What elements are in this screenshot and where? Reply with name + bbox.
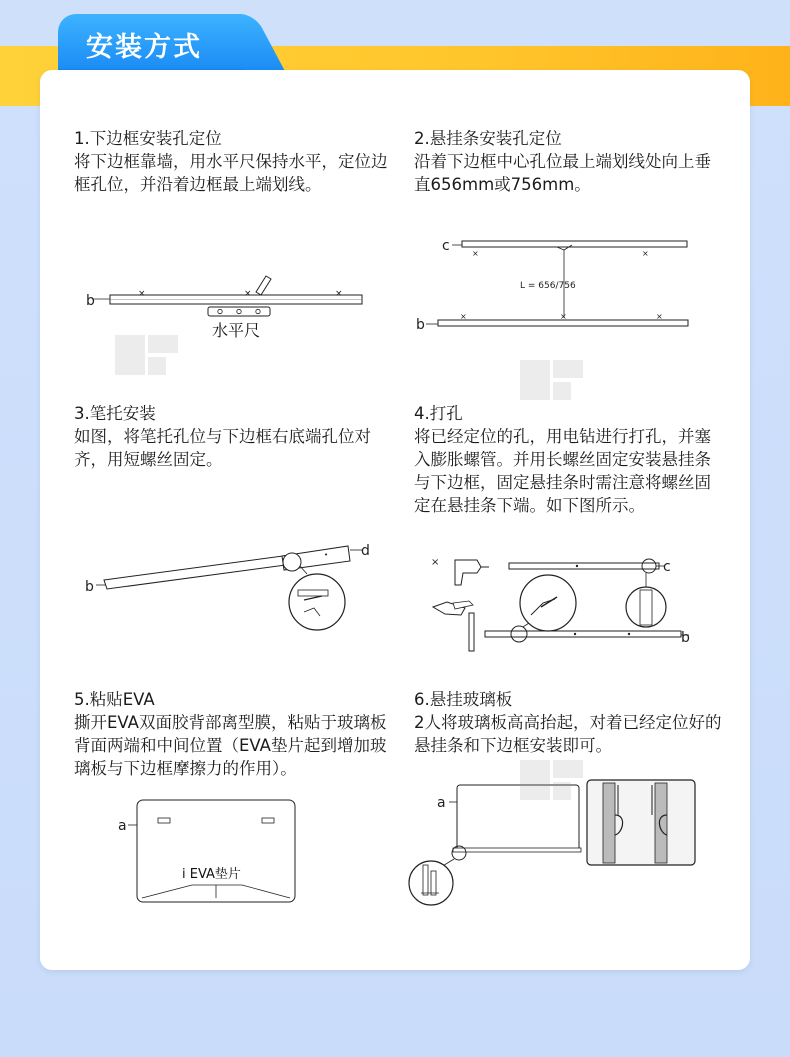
label-b: b: [681, 630, 690, 646]
figure-2-diagram: [412, 230, 702, 340]
label-b: b: [416, 317, 425, 333]
svg-text:×: ×: [138, 289, 146, 299]
section-title-tab: [58, 14, 248, 72]
step-5-desc: 撕开EVA双面胶背部离型膜，粘贴于玻璃板背面两端和中间位置（EVA垫片起到增加玻璃板与下边框摩擦力的作用）。: [74, 713, 387, 778]
svg-text:×: ×: [244, 289, 252, 299]
step-5: [74, 688, 394, 780]
bottom-frame-rail: [485, 631, 681, 637]
step-3: [74, 402, 384, 471]
step-2-heading: 2.悬挂条安装孔定位: [414, 129, 562, 148]
step-6-desc: 2人将玻璃板高高抬起，对着已经定位好的悬挂条和下边框安装即可。: [414, 713, 722, 755]
step-4: [414, 402, 724, 517]
label-a: a: [437, 795, 446, 811]
label-b: b: [85, 579, 94, 595]
magnify-circle: [289, 574, 345, 630]
drill-icon: [455, 560, 481, 585]
step-5-heading: 5.粘贴EVA: [74, 690, 155, 709]
svg-text:×: ×: [472, 249, 479, 258]
step-6-heading: 6.悬挂玻璃板: [414, 690, 513, 709]
figure-4-diagram: [425, 545, 715, 660]
step-2: [414, 127, 724, 196]
watermark-logo-icon: [515, 755, 595, 805]
watermark-logo-icon: [110, 330, 190, 380]
step-3-heading: 3.笔托安装: [74, 404, 156, 423]
label-c: c: [442, 238, 450, 254]
label-c: c: [663, 559, 671, 575]
label-a: a: [118, 818, 127, 834]
step-6: [414, 688, 724, 757]
svg-text:•: •: [324, 551, 329, 559]
step-2-desc: 沿着下边框中心孔位最上端划线处向上垂直656mm或756mm。: [414, 152, 711, 194]
step-3-desc: 如图，将笔托孔位与下边框右底端孔位对齐，用短螺丝固定。: [74, 427, 371, 469]
eva-pad-left: [158, 818, 170, 823]
svg-text:×: ×: [656, 312, 663, 321]
eva-pad-right: [262, 818, 274, 823]
step-4-desc: 将已经定位的孔，用电钻进行打孔，并塞入膨胀螺管。并用长螺丝固定安装悬挂条与下边框，固定悬挂条时需注意将螺丝固定在悬挂条下端。如下图所示。: [414, 427, 711, 515]
eva-caption: i EVA垫片: [182, 867, 241, 882]
svg-text:×: ×: [642, 249, 649, 258]
svg-text:×: ×: [460, 312, 467, 321]
step-1-desc: 将下边框靠墙，用水平尺保持水平，定位边框孔位，并沿着边框最上端划线。: [74, 152, 388, 194]
dimension-label: L = 656/756: [520, 281, 576, 291]
svg-text:×: ×: [560, 312, 567, 321]
hanging-strip: [462, 241, 687, 247]
pencil-icon: [256, 276, 271, 295]
label-d: d: [361, 543, 370, 559]
svg-text:×: ×: [431, 557, 440, 568]
step-1-heading: 1.下边框安装孔定位: [74, 129, 222, 148]
level-ruler-icon: [208, 307, 270, 316]
hanging-strip: [509, 563, 659, 569]
section-title: 安装方式: [86, 32, 202, 63]
step-1: [74, 127, 394, 196]
figure-3-diagram: [82, 530, 382, 640]
step-4-heading: 4.打孔: [414, 404, 463, 423]
label-b: b: [86, 293, 95, 309]
level-ruler-caption: 水平尺: [212, 321, 261, 340]
watermark-logo-icon: [515, 355, 595, 405]
svg-text:×: ×: [335, 289, 343, 299]
figure-5-diagram: [112, 790, 302, 910]
